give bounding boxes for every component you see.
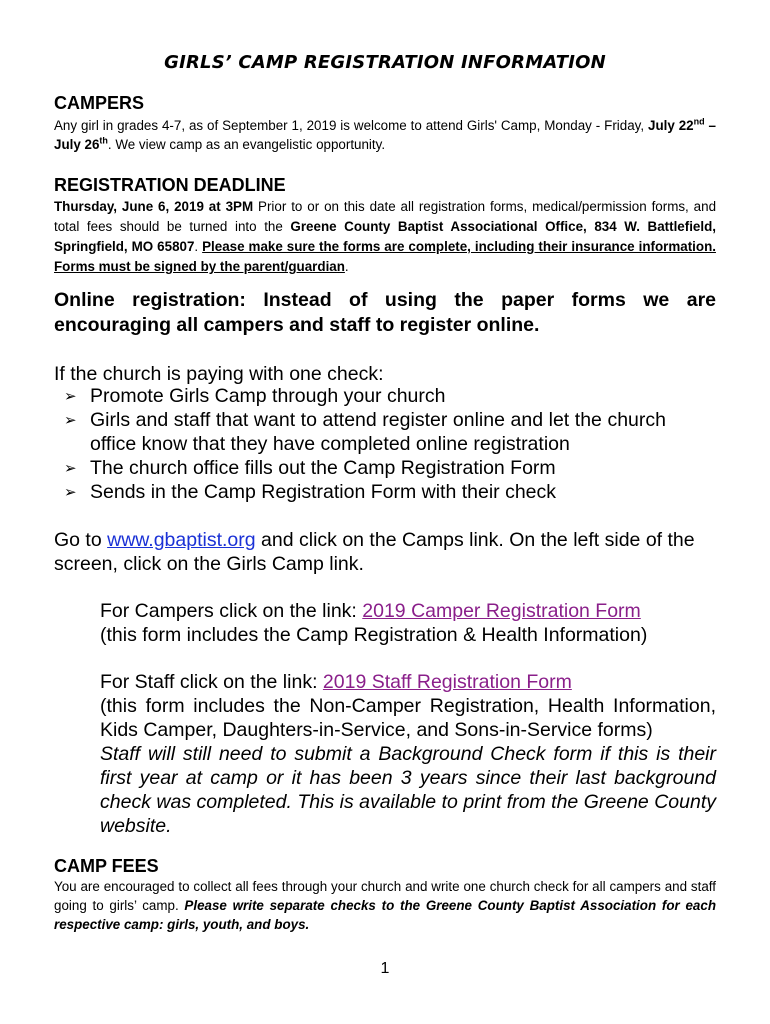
fees-paragraph <box>54 877 716 934</box>
campers-paragraph <box>54 116 716 154</box>
campers-date-end-sup: th <box>99 135 108 146</box>
staff-background-check-note: Staff will still need to submit a Background Check form if this is their first year at camp or it has been 3 years since their last background check was completed. This is available to print from the Greene County website. <box>100 743 716 837</box>
church-check-list <box>52 384 666 504</box>
deadline-date: Thursday, June 6, 2019 at 3PM <box>54 199 254 214</box>
deadline-text-2: . <box>194 239 203 254</box>
staff-link-note: (this form includes the Non-Camper Registration, Health Information, Kids Camper, Daughters-in-Service, and Sons-in-Service forms) <box>100 695 716 741</box>
staff-link-label: For Staff click on the link: <box>100 671 323 693</box>
online-registration-note: Online registration: Instead of using the paper forms we are encouraging all campers and staff to register online. <box>54 289 716 336</box>
deadline-office-address: Greene County Baptist Associational Office, 834 W. Battlefield, Springfield, MO 65807 <box>54 219 716 254</box>
deadline-heading: REGISTRATION DEADLINE <box>54 175 286 195</box>
campers-date-start: July 22 <box>648 118 694 133</box>
deadline-instructions: Please make sure the forms are complete, including their insurance information. Forms must be signed by the parent/guardian <box>54 239 716 274</box>
deadline-text-3: . <box>344 259 349 274</box>
campers-text: Any girl in grades 4-7, as of September 1, 2019 is welcome to attend Girls' Camp, Monday - Friday, <box>54 118 649 133</box>
fees-text: You are encouraged to collect all fees through your church and write one church check for all campers and staff going to girls’ camp. <box>54 879 716 913</box>
staff-link-paragraph <box>100 670 716 838</box>
campers-heading: CAMPERS <box>54 93 145 113</box>
deadline-paragraph <box>54 197 716 277</box>
campers-link-label: For Campers click on the link: <box>100 600 363 622</box>
page-title: GIRLS’ CAMP REGISTRATION INFORMATION <box>164 52 606 73</box>
church-check-intro: If the church is paying with one check: <box>54 363 384 385</box>
list-item: ➢ Girls and staff that want to attend register online and let the church office know that they have completed online registration <box>52 408 666 456</box>
campers-text-end: . We view camp as an evangelistic opportunity. <box>107 137 386 152</box>
list-item: ➢ Promote Girls Camp through your church <box>52 384 666 408</box>
campers-link-note: (this form includes the Camp Registration & Health Information) <box>100 624 648 646</box>
fees-heading: CAMP FEES <box>54 856 159 876</box>
page-number: 1 <box>380 960 390 977</box>
camper-registration-form-link[interactable]: 2019 Camper Registration Form <box>362 600 641 622</box>
goto-paragraph <box>54 528 716 576</box>
list-item: ➢ Sends in the Camp Registration Form with their check <box>52 480 666 504</box>
campers-date-end: – July 26 <box>54 118 716 152</box>
staff-registration-form-link[interactable]: 2019 Staff Registration Form <box>322 671 572 693</box>
goto-text: Go to <box>54 529 108 551</box>
deadline-text: Prior to or on this date all registration forms, medical/permission forms, and total fees should be turned into the <box>54 199 717 234</box>
goto-text-2: and click on the Camps link. On the left side of the screen, click on the Girls Camp link. <box>54 529 695 575</box>
campers-link-paragraph <box>100 599 716 647</box>
gbaptist-link[interactable]: www.gbaptist.org <box>107 529 256 551</box>
campers-date-start-sup: nd <box>693 116 705 127</box>
list-item: ➢ The church office fills out the Camp Registration Form <box>52 456 666 480</box>
fees-instructions: Please write separate checks to the Greene County Baptist Association for each respective camp: girls, youth, and boys. <box>54 898 716 932</box>
